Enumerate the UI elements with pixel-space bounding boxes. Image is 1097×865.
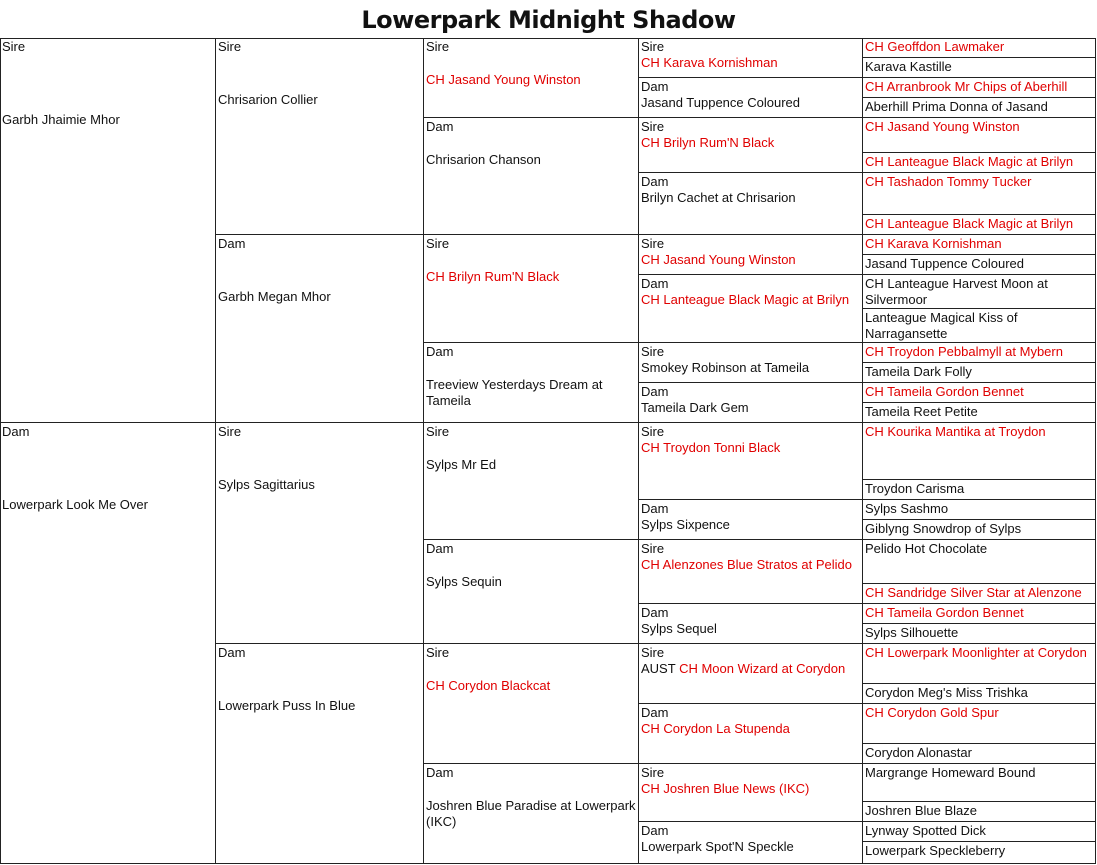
pedigree-cell-g4 — [639, 383, 863, 423]
pedigree-cell-g5 — [863, 38, 1096, 58]
pedigree-cell-g5 — [863, 403, 1096, 423]
parent-role-label: Dam — [426, 119, 454, 134]
pedigree-cell-g3 — [424, 423, 639, 540]
cat-name: Tameila Dark Folly — [865, 364, 972, 379]
pedigree-cell-g5 — [863, 383, 1096, 403]
cat-name: CH Lanteague Black Magic at Brilyn — [641, 292, 850, 307]
pedigree-cell-g3 — [424, 38, 639, 118]
cat-name: Sylps Mr Ed — [426, 457, 497, 472]
cat-name: Jasand Tuppence Coloured — [641, 95, 801, 110]
pedigree-cell-g4 — [639, 343, 863, 383]
cat-name: Jasand Tuppence Coloured — [865, 256, 1025, 271]
pedigree-cell-g4 — [639, 540, 863, 604]
pedigree-cell-g5 — [863, 78, 1096, 98]
pedigree-cell-g5 — [863, 343, 1096, 363]
cat-name: Sylps Sequel — [641, 621, 717, 636]
pedigree-cell-g5 — [863, 309, 1096, 343]
pedigree-cell-g5 — [863, 684, 1096, 704]
parent-role-label: Sire — [641, 541, 665, 556]
title-prefix: AUST — [641, 661, 680, 676]
pedigree-cell-g5 — [863, 744, 1096, 764]
pedigree-cell-g5 — [863, 215, 1096, 235]
pedigree-cell-g2 — [216, 423, 424, 644]
pedigree-cell-g5 — [863, 255, 1096, 275]
cat-name: Lowerpark Speckleberry — [865, 843, 1006, 858]
cat-name: CH Karava Kornishman — [865, 236, 1002, 251]
cat-name: Troydon Carisma — [865, 481, 965, 496]
cat-name: CH Arranbrook Mr Chips of Aberhill — [865, 79, 1068, 94]
pedigree-cell-g4 — [639, 423, 863, 500]
cat-name: CH Corydon Blackcat — [426, 678, 551, 693]
parent-role-label: Dam — [426, 765, 454, 780]
parent-role-label: Dam — [426, 541, 454, 556]
cat-name: CH Tashadon Tommy Tucker — [865, 174, 1032, 189]
cat-name: CH Joshren Blue News (IKC) — [641, 781, 810, 796]
parent-role-label: Dam — [641, 174, 669, 189]
parent-role-label: Dam — [641, 823, 669, 838]
pedigree-cell-g5 — [863, 540, 1096, 584]
pedigree-cell-g5 — [863, 500, 1096, 520]
cat-name: Garbh Jhaimie Mhor — [2, 112, 120, 127]
cat-name: Lynway Spotted Dick — [865, 823, 986, 838]
cat-name: Tameila Dark Gem — [641, 400, 749, 415]
cat-name: CH Corydon La Stupenda — [641, 721, 790, 736]
parent-role-label: Sire — [641, 645, 665, 660]
parent-role-label: Sire — [641, 424, 665, 439]
pedigree-cell-g5 — [863, 98, 1096, 118]
cat-name: Lowerpark Spot'N Speckle — [641, 839, 794, 854]
pedigree-cell-g5 — [863, 423, 1096, 480]
pedigree-cell-g5 — [863, 802, 1096, 822]
parent-role-label: Dam — [641, 276, 669, 291]
parent-role-label: Dam — [426, 344, 454, 359]
pedigree-cell-g3 — [424, 764, 639, 864]
parent-role-label: Dam — [218, 236, 246, 251]
parent-role-label: Sire — [426, 39, 450, 54]
pedigree-cell-g2 — [216, 644, 424, 864]
cat-name: Giblyng Snowdrop of Sylps — [865, 521, 1022, 536]
cat-name: CH Jasand Young Winston — [426, 72, 581, 87]
pedigree-cell-g5 — [863, 604, 1096, 624]
cat-name: Lowerpark Look Me Over — [2, 497, 148, 512]
cat-name: Treeview Yesterdays Dream at Tameila — [426, 377, 603, 408]
pedigree-cell-g4 — [639, 78, 863, 118]
cat-name: CH Brilyn Rum'N Black — [641, 135, 775, 150]
cat-name: Sylps Silhouette — [865, 625, 959, 640]
pedigree-cell-g5 — [863, 153, 1096, 173]
pedigree-cell-g4 — [639, 275, 863, 343]
parent-role-label: Sire — [641, 236, 665, 251]
pedigree-cell-g4 — [639, 500, 863, 540]
cat-name: CH Troydon Pebbalmyll at Mybern — [865, 344, 1063, 359]
pedigree-cell-g5 — [863, 363, 1096, 383]
pedigree-cell-g3 — [424, 343, 639, 423]
parent-role-label: Sire — [2, 39, 26, 54]
pedigree-cell-g5 — [863, 764, 1096, 802]
cat-name: CH Corydon Gold Spur — [865, 705, 999, 720]
cat-name: Corydon Meg's Miss Trishka — [865, 685, 1028, 700]
cat-name: CH Kourika Mantika at Troydon — [865, 424, 1046, 439]
parent-role-label: Dam — [641, 501, 669, 516]
cat-name: Corydon Alonastar — [865, 745, 972, 760]
cat-name: CH Troydon Tonni Black — [641, 440, 781, 455]
pedigree-cell-g2 — [216, 38, 424, 235]
cat-name: Chrisarion Chanson — [426, 152, 541, 167]
cat-name: Joshren Blue Paradise at Lowerpark (IKC) — [426, 798, 636, 829]
cat-name: Garbh Megan Mhor — [218, 289, 331, 304]
pedigree-cell-g3 — [424, 235, 639, 343]
pedigree-cell-g5 — [863, 118, 1096, 153]
pedigree-cell-g1 — [0, 38, 216, 423]
cat-name: CH Alenzones Blue Stratos at Pelido — [641, 557, 853, 572]
pedigree-cell-g5 — [863, 235, 1096, 255]
parent-role-label: Sire — [218, 39, 242, 54]
parent-role-label: Dam — [218, 645, 246, 660]
pedigree-cell-g4 — [639, 38, 863, 78]
cat-name: CH Sandridge Silver Star at Alenzone — [865, 585, 1082, 600]
parent-role-label: Sire — [426, 236, 450, 251]
pedigree-cell-g5 — [863, 520, 1096, 540]
cat-name: Joshren Blue Blaze — [865, 803, 978, 818]
parent-role-label: Dam — [641, 605, 669, 620]
cat-name: Chrisarion Collier — [218, 92, 318, 107]
pedigree-cell-g4 — [639, 604, 863, 644]
cat-name: Aberhill Prima Donna of Jasand — [865, 99, 1048, 114]
cat-name: Brilyn Cachet at Chrisarion — [641, 190, 796, 205]
pedigree-cell-g5 — [863, 842, 1096, 864]
parent-role-label: Sire — [641, 344, 665, 359]
pedigree-cell-g5 — [863, 173, 1096, 215]
pedigree-cell-g5 — [863, 822, 1096, 842]
pedigree-cell-g1 — [0, 423, 216, 864]
parent-role-label: Sire — [641, 765, 665, 780]
pedigree-cell-g3 — [424, 540, 639, 644]
pedigree-cell-g2 — [216, 235, 424, 423]
pedigree-cell-g4 — [639, 704, 863, 764]
pedigree-cell-g4 — [639, 235, 863, 275]
cat-name: Sylps Sashmo — [865, 501, 949, 516]
pedigree-cell-g5 — [863, 644, 1096, 684]
parent-role-label: Sire — [426, 424, 450, 439]
pedigree-cell-g5 — [863, 480, 1096, 500]
cat-name: CH Jasand Young Winston — [865, 119, 1020, 134]
cat-name: CH Lanteague Harvest Moon at Silvermoor — [865, 276, 1048, 307]
pedigree-cell-g4 — [639, 173, 863, 235]
cat-name: Lanteague Magical Kiss of Narragansette — [865, 310, 1018, 341]
pedigree-cell-g3 — [424, 644, 639, 764]
pedigree-cell-g4 — [639, 118, 863, 173]
cat-name: CH Lowerpark Moonlighter at Corydon — [865, 645, 1087, 660]
parent-role-label: Sire — [426, 645, 450, 660]
cat-name: Sylps Sixpence — [641, 517, 730, 532]
cat-name: CH Lanteague Black Magic at Brilyn — [865, 154, 1074, 169]
cat-name: Smokey Robinson at Tameila — [641, 360, 810, 375]
page-title: Lowerpark Midnight Shadow — [361, 6, 736, 34]
cat-name: CH Tameila Gordon Bennet — [865, 605, 1024, 620]
pedigree-cell-g4 — [639, 822, 863, 864]
cat-name: Margrange Homeward Bound — [865, 765, 1036, 780]
cat-name: Sylps Sagittarius — [218, 477, 315, 492]
cat-name: Pelido Hot Chocolate — [865, 541, 988, 556]
parent-role-label: Sire — [641, 119, 665, 134]
champion-name: CH Moon Wizard at Corydon — [679, 661, 846, 676]
pedigree-cell-g5 — [863, 58, 1096, 78]
pedigree-cell-g3 — [424, 118, 639, 235]
pedigree-cell-g5 — [863, 584, 1096, 604]
pedigree-cell-g4 — [639, 644, 863, 704]
parent-role-label: Dam — [641, 705, 669, 720]
parent-role-label: Dam — [2, 424, 30, 439]
cat-name: CH Brilyn Rum'N Black — [426, 269, 560, 284]
cat-name — [641, 661, 860, 677]
cat-name: CH Lanteague Black Magic at Brilyn — [865, 216, 1074, 231]
pedigree-cell-g5 — [863, 704, 1096, 744]
cat-name: CH Karava Kornishman — [641, 55, 778, 70]
parent-role-label: Dam — [641, 79, 669, 94]
parent-role-label: Dam — [641, 384, 669, 399]
cat-name: CH Geoffdon Lawmaker — [865, 39, 1005, 54]
pedigree-cell-g5 — [863, 624, 1096, 644]
parent-role-label: Sire — [641, 39, 665, 54]
cat-name: Lowerpark Puss In Blue — [218, 698, 356, 713]
pedigree-cell-g5 — [863, 275, 1096, 309]
pedigree-cell-g4 — [639, 764, 863, 822]
cat-name: Karava Kastille — [865, 59, 952, 74]
cat-name: CH Jasand Young Winston — [641, 252, 796, 267]
cat-name: CH Tameila Gordon Bennet — [865, 384, 1024, 399]
cat-name: Sylps Sequin — [426, 574, 502, 589]
cat-name: Tameila Reet Petite — [865, 404, 978, 419]
parent-role-label: Sire — [218, 424, 242, 439]
